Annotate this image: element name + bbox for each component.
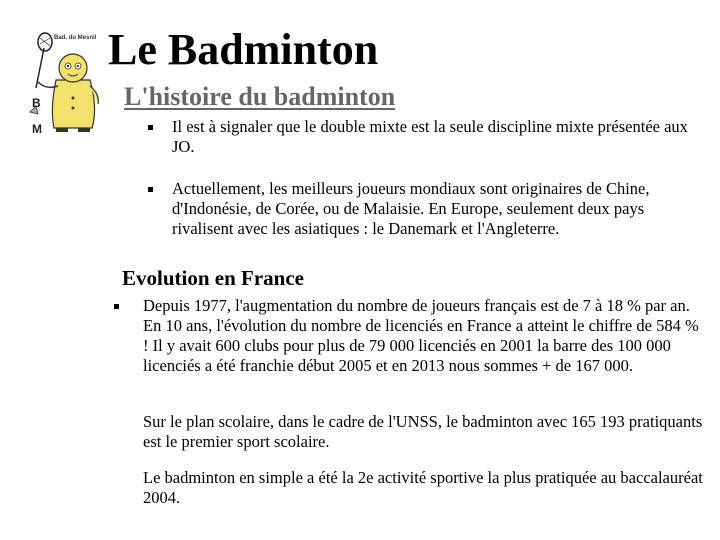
history-bullet-text: Actuellement, les meilleurs joueurs mondiaux sont originaires de Chine, d'Indonésie, de Corée, ou de Malaisie. En Europe, seulement deux pays rivalisent avec les asiatiques : le Danemark et l'Angleterre. <box>172 179 650 238</box>
logo-caption: Bad. du Mesnil <box>54 35 97 41</box>
page-title: Le Badminton <box>108 25 379 74</box>
page-subtitle: L'histoire du badminton <box>124 82 396 111</box>
history-bullet-text: Il est à signaler que le double mixte est la seule discipline mixte présentée aux JO. <box>172 117 688 156</box>
evolution-paragraph: Le badminton en simple a été la 2e activité sportive la plus pratiquée au baccalauréat 2004. <box>143 468 703 507</box>
bullet-marker <box>148 125 153 130</box>
evolution-paragraph: Sur le plan scolaire, dans le cadre de l'UNSS, le badminton avec 165 193 pratiquants est le premier sport scolaire. <box>143 412 703 451</box>
logo-letter-m: M <box>32 122 42 136</box>
bullet-marker <box>148 187 153 192</box>
evolution-paragraph: Depuis 1977, l'augmentation du nombre de joueurs français est de 7 à 18 % par an. En 10 ans, l'évolution du nombre de licenciés en France a atteint le chiffre de 584 % ! Il y avait 600 clubs pour plus de 79 000 licenciés en 2001 la barre des 100 000 licenciés a été franchie début 2005 et en 2013 nous sommes + de 167 000. <box>143 296 699 375</box>
logo-letter-b: B <box>32 96 41 110</box>
section-heading: Evolution en France <box>122 266 304 290</box>
bullet-marker <box>114 304 119 309</box>
